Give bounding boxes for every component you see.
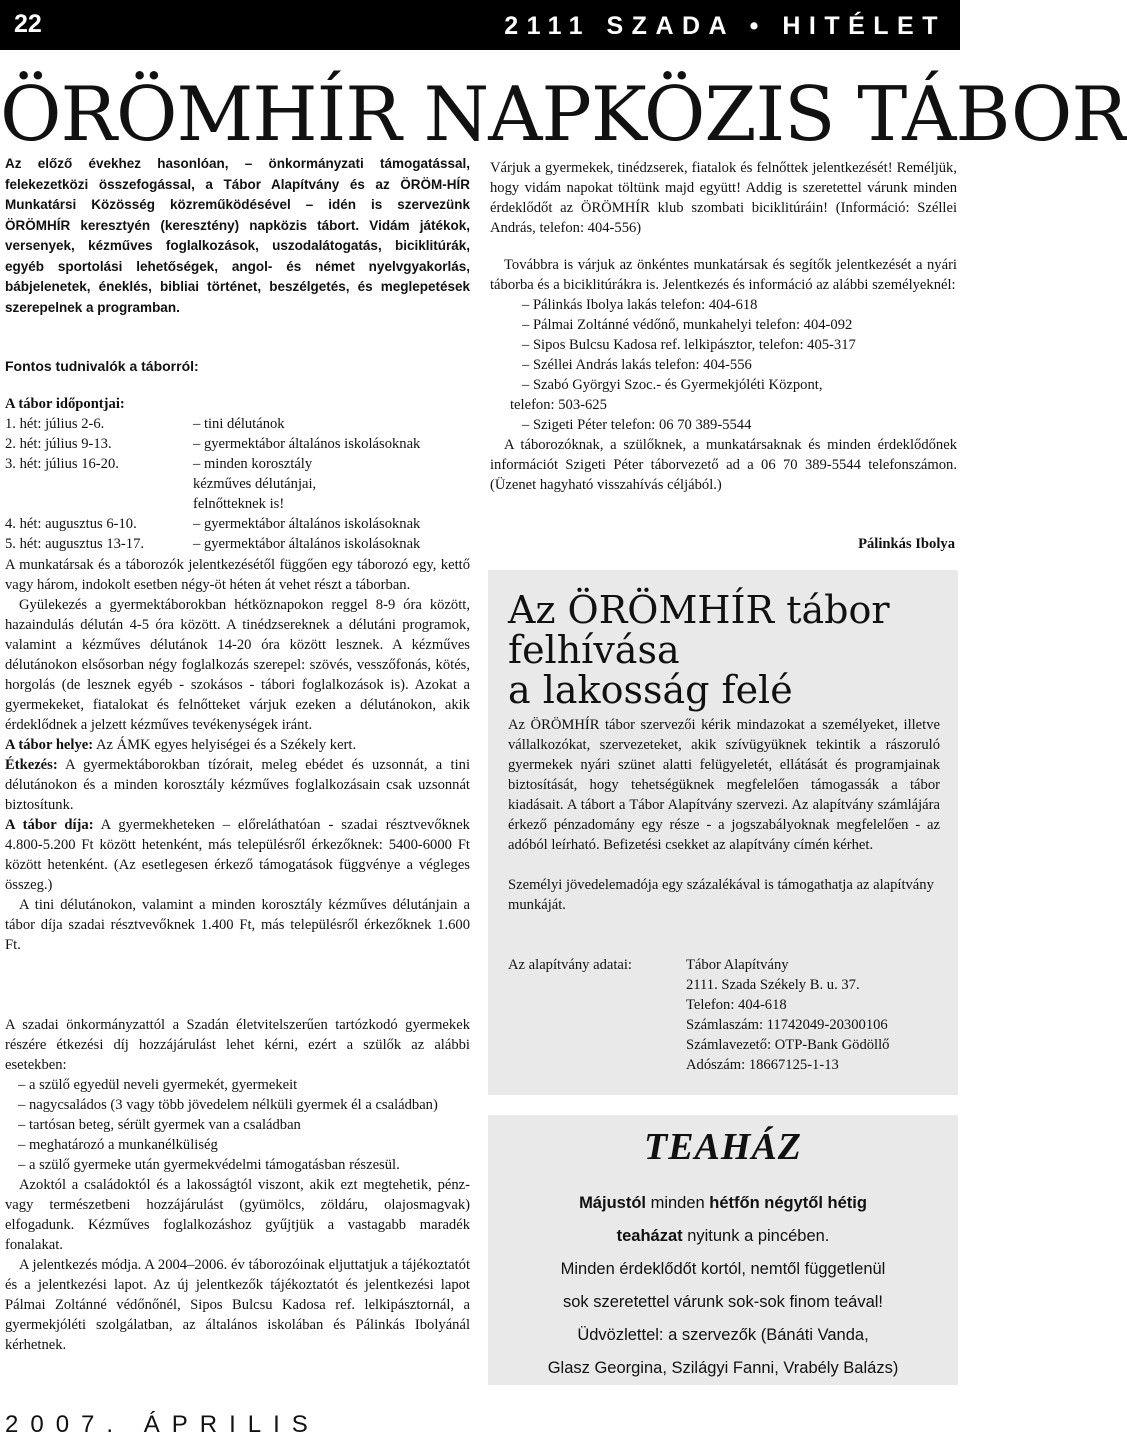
author-signature: Pálinkás Ibolya (858, 536, 955, 552)
contact-item: – Pálmai Zoltánné védőnő, munkahelyi telefon: 404-092 (522, 317, 853, 333)
details-label: Az alapítvány adatai: (508, 957, 632, 973)
date-desc: – gyermektábor általános iskolásoknak (193, 436, 421, 452)
teahaz-box (488, 1115, 958, 1385)
section-title: 2111 SZADA • HITÉLET (504, 12, 946, 40)
detail-line: Adószám: 18667125-1-13 (686, 1057, 839, 1073)
date-desc: – gyermektábor általános iskolásoknak (193, 516, 421, 532)
paragraph: A szadai önkormányzattól a Szadán életvitelszerűen tartózkodó gyermekek részére étkezési díj hozzájárulást lehet kérni, ezért a szülők az alábbi esetekben: (5, 1017, 470, 1073)
appeal-body-2: Személyi jövedelemadója egy százalékával is támogathatja az alapítvány munkáját. (508, 877, 934, 913)
date-week: 5. hét: augusztus 13-17. (5, 536, 145, 552)
teahaz-text (488, 1187, 958, 1385)
list-item: – tartósan beteg, sérült gyermek van a családban (18, 1117, 301, 1133)
inline-text: A gyermektáborokban tízórait, meleg ebédet és uzsonnát, a tini délutánokon és a minden korosztály kézműves foglalkozásain csak uzsonnát biztosítunk. (5, 757, 470, 813)
teahaz-line (488, 1187, 958, 1220)
paragraph: A jelentkezés módja. A 2004–2006. év táborozóinak eljuttatjuk a tájékoztatót és a jelentkezési lapot. Az új jelentkezők tájékoztatót és jelentkezési lapot Pálmai Zoltánné védőnőnél, Sipos Bulcsu Kadosa ref. lelkipásztornál, a gyermekjóléti szolgálatban, az általános iskolában és Pálinkás Ibolyánál kérhetnek. (5, 1257, 470, 1353)
date-week: 2. hét: július 9-13. (5, 436, 112, 452)
contact-item: – Pálinkás Ibolya lakás telefon: 404-618 (522, 297, 758, 313)
info-heading: Fontos tudnivalók a táborról: (5, 358, 199, 374)
date-week: 1. hét: július 2-6. (5, 416, 105, 432)
dates-heading: A tábor időpontjai: (5, 396, 125, 412)
date-row (5, 434, 475, 454)
detail-line: 2111. Szada Székely B. u. 37. (686, 977, 860, 993)
text: minden (645, 1194, 710, 1212)
date-row (5, 414, 475, 434)
inline-label: A tábor helye: (5, 737, 94, 753)
teahaz-line (488, 1220, 958, 1253)
date-week: 4. hét: augusztus 6-10. (5, 516, 137, 532)
bold-text: hétfőn négytől hétig (709, 1194, 867, 1212)
paragraph: Gyülekezés a gyermektáborokban hétköznapokon reggel 8-9 óra között, hazaindulás délután 4-5 óra között. A tinédzsereknek a délutáni programok, valamint a kézműves délutánok 14-20 óra között lesznek. A kézműves délutánokon elsősorban négy foglalkozás szerepel: szövés, vesszőfonás, kötés, horgolás (de lesznek egyéb - szokásos - tábori foglalkozások is). Azokat a gyermekeket, fiatalokat és felnőtteket várjuk ezeken a délutánokon, akik érdeklődnek a jelzett kézműves tevékenységek iránt. (5, 597, 470, 733)
date-row (5, 534, 475, 554)
appeal-title-line: a lakosság felé (508, 668, 793, 712)
paragraph: Azoktól a családoktól és a lakosságtól viszont, akik ezt megtehetik, pénz- vagy természetbeni hozzájárulást (gyümölcs, zöldáru, olajosmagvak) elfogadunk. Kézműves foglalkozáshoz gyűjtjük a vastagabb maradék fonalakat. (5, 1177, 470, 1253)
camp-dates (5, 394, 475, 554)
paragraph: Továbbra is várjuk az önkéntes munkatársak és segítők jelentkezését a nyári táborba és a biciklitúrákra is. Jelentkezés és információ az alábbi személyeknél: (490, 257, 957, 293)
teahaz-line: Glasz Georgina, Szilágyi Fanni, Vrabély Balázs) (547, 1359, 899, 1377)
date-row (5, 514, 475, 534)
article-body-left-lower (5, 1015, 470, 1355)
contact-item: – Széllei András lakás telefon: 404-556 (522, 357, 752, 373)
article-body-right-lower (490, 255, 957, 495)
date-desc: – tini délutánok (193, 416, 285, 432)
date-week: 3. hét: július 16-20. (5, 456, 119, 472)
detail-line: Számlaszám: 11742049-20300106 (686, 1017, 888, 1033)
paragraph: A tini délutánokon, valamint a minden korosztály kézműves délutánjain a tábor díja szadai résztvevőknek 1.400 Ft, más településről érkezőknek 1.600 Ft. (5, 897, 470, 953)
list-item: – a szülő gyermeke után gyermekvédelmi támogatásban részesül. (18, 1157, 400, 1173)
inline-text: A gyermekheteken – előreláthatóan - szadai résztvevőknek 4.800-5.200 Ft között hetenként, más településről érkezőknek: 5400-6000 Ft között hetenként. (Az esetlegesen érkező támogatások függvénye a végleges összeg.) (5, 817, 470, 893)
article-lead: Az előző évekhez hasonlóan, – önkormányzati támogatással, felekezetközi összefogással, a Tábor Alapítvány és az ÖRÖM-HÍR Munkatársi Közösség közreműködésével – idén is szervezünk ÖRÖMHÍR keresztyén (keresztény) napközis tábort. Vidám játékok, versenyek, kézműves foglalkozások, uszodalátogatás, biciklitúrák, egyéb sportolási lehetőségek, angol- és német nyelvgyakorlás, bábjelenetek, éneklés, bibliai történet, beszélgetés, és meglepetések szerepelnek a programban. (5, 156, 470, 315)
paragraph (5, 755, 470, 815)
inline-text: Az ÁMK egyes helyiségei és a Székely kert. (93, 737, 357, 753)
date-desc: – gyermektábor általános iskolásoknak (193, 536, 421, 552)
list-item: – nagycsaládos (3 vagy több jövedelem nélküli gyermek él a családban) (18, 1097, 438, 1113)
detail-line: Telefon: 404-618 (686, 997, 787, 1013)
appeal-body: Az ÖRÖMHÍR tábor szervezői kérik mindazokat a személyeket, illetve vállalkozókat, szervezeteket, akik szívügyüknek tekintik a rászoruló gyermekek nyári szünet alatti felügyeletét, ellátását és programjainak biztosítását, hogy tehetségüknek megfelelően támogassák a tábor kiadásait. A tábort a Tábor Alapítvány szervezi. Az alapítvány számlájára érkező pénzadomány egy része - a jogszabályoknak megfelelően - az adóból leírható. Befizetési csekket az alapítvány címén kérhet. (508, 717, 940, 853)
page-header (0, 0, 960, 50)
appeal-box (488, 570, 958, 1095)
contact-item: – Szigeti Péter telefon: 06 70 389-5544 (522, 417, 752, 433)
paragraph (5, 735, 470, 755)
bold-text: Májustól (579, 1194, 646, 1212)
issue-footer: 2007. ÁPRILIS (5, 1411, 320, 1438)
contact-list (490, 295, 957, 435)
teahaz-logo: TEAHÁZ (643, 1126, 803, 1168)
contact-item: telefon: 503-625 (510, 397, 607, 413)
inline-label: A tábor díja: (5, 817, 94, 833)
appeal-title-line: felhívása (508, 628, 680, 672)
detail-line: Számlavezető: OTP-Bank Gödöllő (686, 1037, 890, 1053)
date-row (5, 454, 475, 514)
paragraph: A táborozóknak, a szülőknek, a munkatársaknak és minden érdeklődőnek információt Szigeti Péter táborvezető ad a 06 70 389-5544 telefonszámon. (Üzenet hagyható visszahívás céljából.) (490, 437, 957, 493)
teahaz-line: Üdvözlettel: a szervezők (Bánáti Vanda, (577, 1326, 869, 1344)
list-item: – meghatározó a munkanélküliség (18, 1137, 218, 1153)
article-body-left (5, 555, 470, 955)
list-item: – a szülő egyedül neveli gyermekét, gyermekeit (18, 1077, 298, 1093)
contact-item: – Szabó Györgyi Szoc.- és Gyermekjóléti Központ, (522, 377, 823, 393)
teahaz-line: sok szeretettel várunk sok-sok finom teával! (562, 1293, 884, 1311)
page-number: 22 (14, 10, 42, 38)
teahaz-line: Minden érdeklődőt kortól, nemtől függetlenül (560, 1260, 886, 1278)
inline-label: Étkezés: (5, 757, 58, 773)
text: nyitunk a pincében. (682, 1227, 830, 1245)
appeal-title-line: Az ÖRÖMHÍR tábor (508, 588, 890, 632)
contact-item: – Sipos Bulcsu Kadosa ref. lelkipásztor, telefon: 405-317 (522, 337, 856, 353)
detail-line: Tábor Alapítvány (686, 957, 789, 973)
article-body-right (490, 158, 957, 238)
paragraph: A munkatársak és a táborozók jelentkezésétől függően egy táborozó egy, kettő vagy három, indokolt esetben négy-öt héten át vehet részt a táborban. (5, 557, 470, 593)
date-desc: – minden korosztály kézműves délutánjai, felnőtteknek is! (193, 456, 317, 512)
bold-text: teaházat (616, 1227, 683, 1245)
article-title: ÖRÖMHÍR NAPKÖZIS TÁBOR (0, 70, 1127, 158)
paragraph: Várjuk a gyermekek, tinédzserek, fiatalok és felnőttek jelentkezését! Reméljük, hogy vidám napokat töltünk majd együtt! Addig is szeretettel várunk minden érdeklődőt az ÖRÖMHÍR klub szombati biciklitúráin! (Információ: Széllei András, telefon: 404-556) (490, 160, 957, 236)
paragraph (5, 815, 470, 895)
appeal-title (508, 590, 890, 710)
details-values (686, 955, 946, 1075)
